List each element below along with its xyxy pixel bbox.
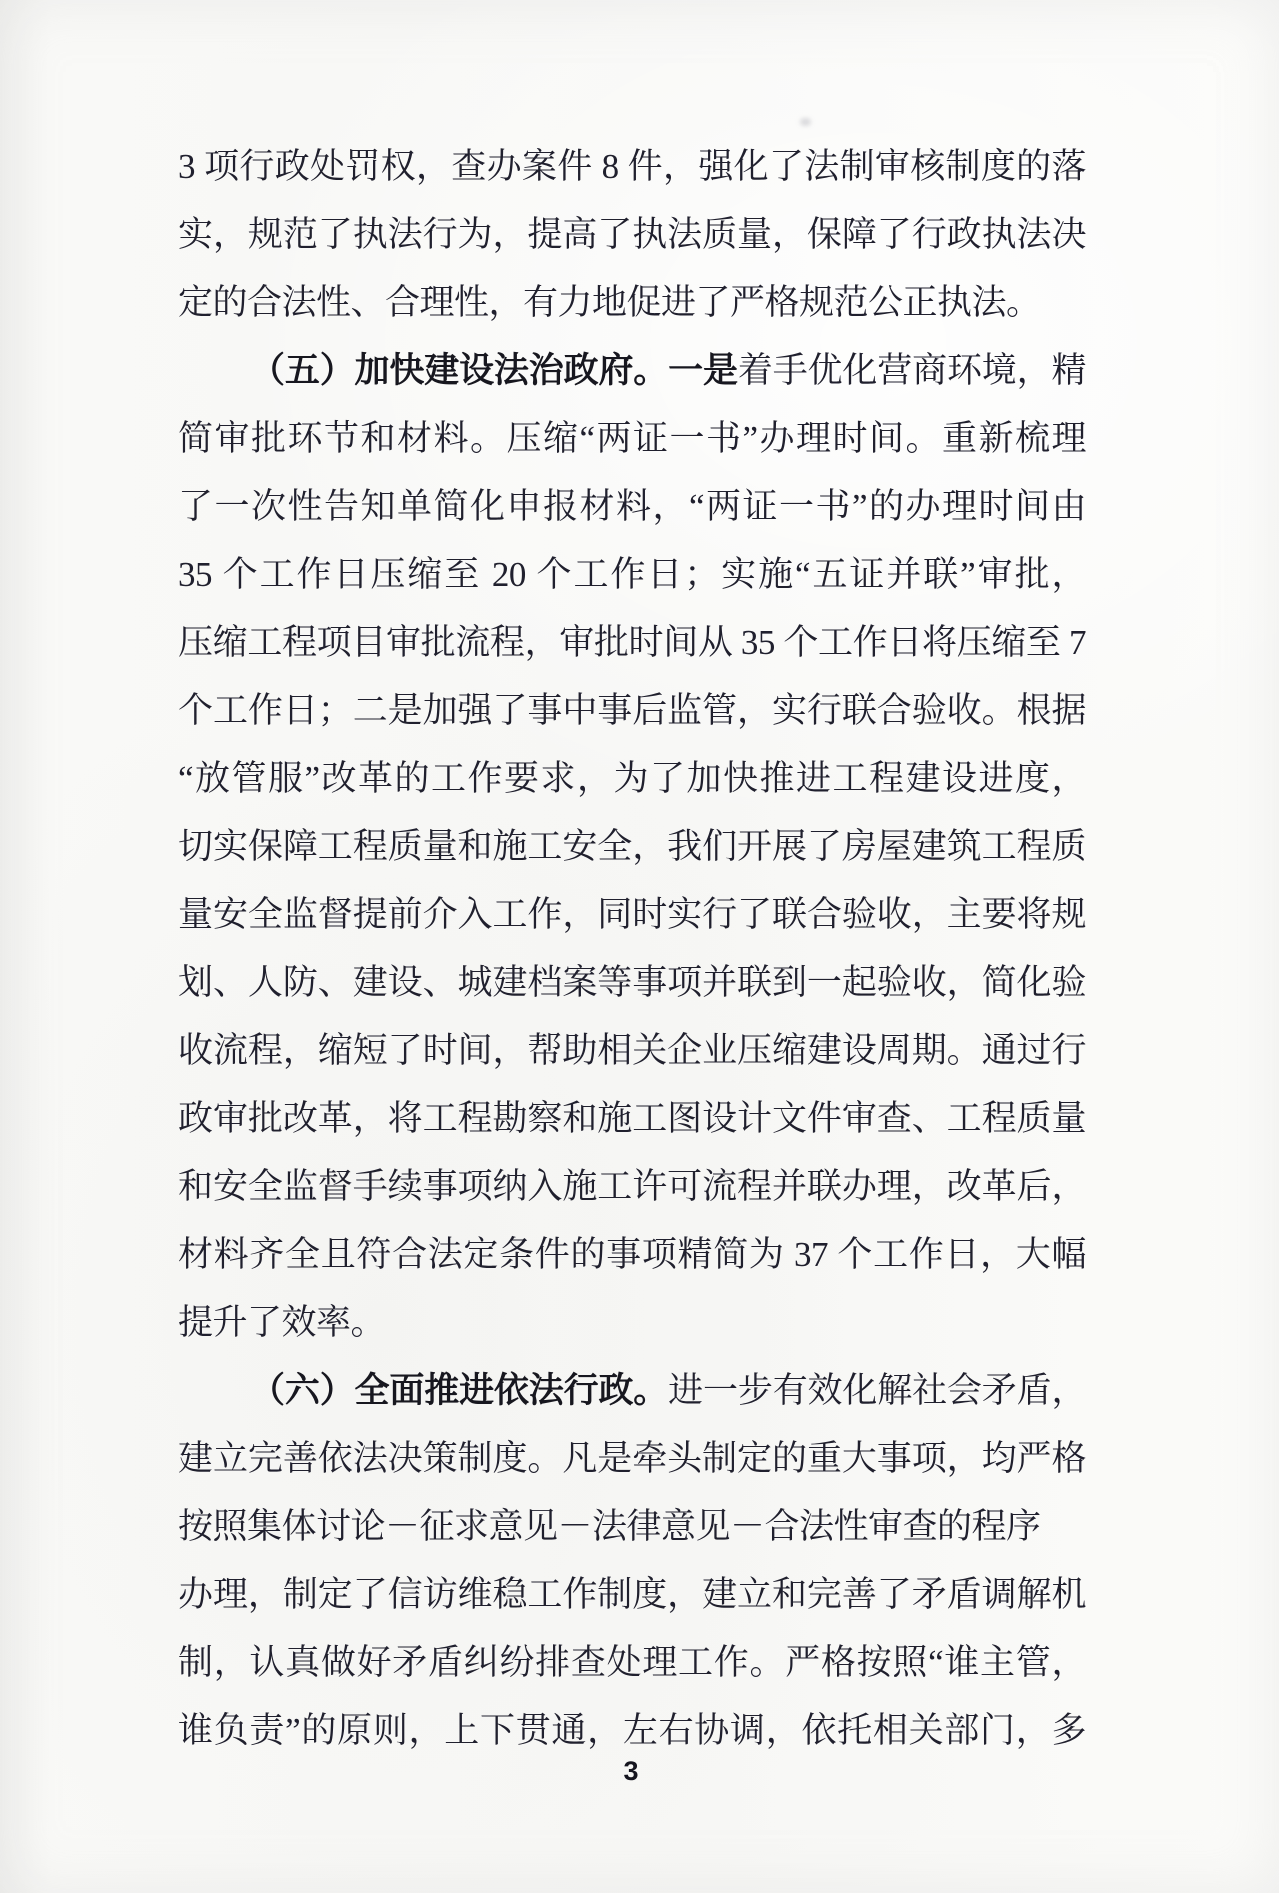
body-text: 谁负责”的原则，上下贯通，左右协调，依托相关部门，多 (178, 1711, 1086, 1750)
text-line (178, 1085, 1086, 1153)
text-line (178, 745, 1086, 813)
body-text: 个工作日；二是加强了事中事后监管，实行联合验收。根据 (178, 691, 1086, 730)
text-line (178, 1425, 1086, 1493)
text-line (178, 1493, 1086, 1561)
text-line (178, 1289, 1086, 1357)
text-line (178, 405, 1086, 473)
text-line (178, 881, 1086, 949)
body-text: 切实保障工程质量和施工安全，我们开展了房屋建筑工程质 (178, 827, 1086, 866)
document-text (178, 133, 1086, 1765)
text-line (178, 541, 1086, 609)
text-line (178, 1153, 1086, 1221)
text-line (178, 337, 1086, 405)
text-line (178, 269, 1086, 337)
text-line (178, 1629, 1086, 1697)
body-text: 了一次性告知单简化申报材料，“两证一书”的办理时间由 (178, 487, 1086, 526)
body-text: “放管服”改革的工作要求，为了加快推进工程建设进度， (178, 759, 1086, 798)
body-text: 量安全监督提前介入工作，同时实行了联合验收，主要将规 (178, 895, 1086, 934)
body-text: 3 项行政处罚权，查办案件 8 件，强化了法制审核制度的落 (178, 147, 1086, 186)
body-text: 35 个工作日压缩至 20 个工作日；实施“五证并联”审批， (178, 555, 1086, 594)
body-text: 和安全监督手续事项纳入施工许可流程并联办理，改革后， (178, 1167, 1086, 1206)
text-line (178, 677, 1086, 745)
body-text: 定的合法性、合理性，有力地促进了严格规范公正执法。 (178, 283, 1041, 322)
page-number: 3 (623, 1756, 639, 1786)
text-line (178, 1561, 1086, 1629)
text-line (178, 1357, 1086, 1425)
body-text: 划、人防、建设、城建档案等事项并联到一起验收，简化验 (178, 963, 1086, 1002)
body-text: 制，认真做好矛盾纠纷排查处理工作。严格按照“谁主管， (178, 1643, 1086, 1682)
body-text: 按照集体讨论－征求意见－法律意见－合法性审查的程序 (178, 1507, 1041, 1546)
text-line (178, 201, 1086, 269)
text-line (178, 1017, 1086, 1085)
text-line (178, 813, 1086, 881)
text-line (178, 609, 1086, 677)
body-text: 政审批改革，将工程勘察和施工图设计文件审查、工程质量 (178, 1099, 1086, 1138)
paragraph-heading-text: （六）全面推进依法行政。 (250, 1371, 669, 1410)
body-text: 着手优化营商环境，精 (737, 351, 1086, 390)
paragraph-heading-text: （五）加快建设法治政府。一是 (250, 351, 738, 390)
body-text: 办理，制定了信访维稳工作制度，建立和完善了矛盾调解机 (178, 1575, 1086, 1614)
body-text: 进一步有效化解社会矛盾， (668, 1371, 1086, 1410)
body-text: 收流程，缩短了时间，帮助相关企业压缩建设周期。通过行 (178, 1031, 1086, 1070)
text-line (178, 133, 1086, 201)
text-line (178, 1221, 1086, 1289)
body-text: 提升了效率。 (178, 1303, 386, 1342)
body-text: 压缩工程项目审批流程，审批时间从 35 个工作日将压缩至 7 (178, 623, 1086, 662)
text-line (178, 949, 1086, 1017)
body-text: 材料齐全且符合法定条件的事项精简为 37 个工作日，大幅 (178, 1235, 1086, 1274)
text-line (178, 473, 1086, 541)
scan-artifact-dot (800, 118, 811, 126)
body-text: 简审批环节和材料。压缩“两证一书”办理时间。重新梳理 (178, 419, 1086, 458)
body-text: 实，规范了执法行为，提高了执法质量，保障了行政执法决 (178, 215, 1086, 254)
text-line (178, 1697, 1086, 1765)
body-text: 建立完善依法决策制度。凡是牵头制定的重大事项，均严格 (178, 1439, 1086, 1478)
